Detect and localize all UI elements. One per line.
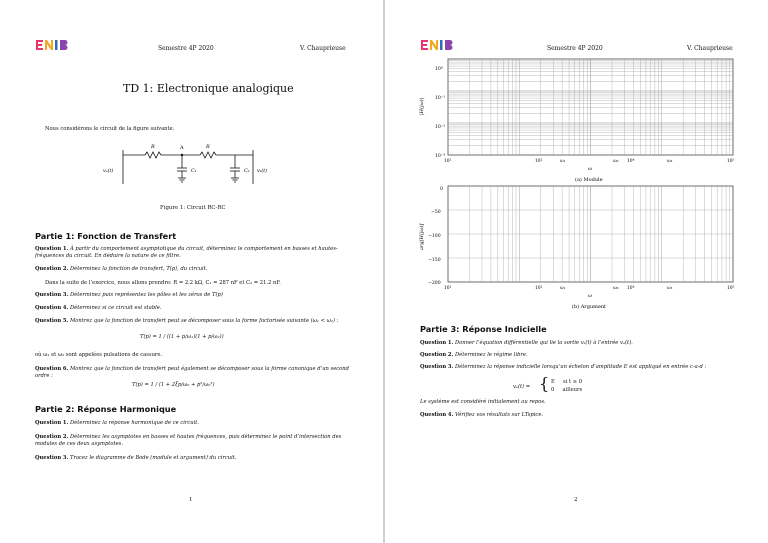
q-label: Question 4. xyxy=(35,305,69,311)
x-tick-label: 10⁴ xyxy=(627,286,635,291)
q-text: Déterminez les asymptotes en basses et hautes fréquences, puis déterminez le point d’intersection des modules de ces deux asymptotes. xyxy=(35,434,342,447)
y-tick-label: 10⁰ xyxy=(435,67,443,72)
part3-question-4 xyxy=(420,412,740,419)
x-tick-label: ω₂ xyxy=(667,159,673,164)
q-text: Vérifiez vos résultats sur LTspice. xyxy=(455,412,544,418)
part1-question-5 xyxy=(35,318,355,325)
bode-phase-plot xyxy=(415,182,745,314)
label-c1: C₁ xyxy=(191,169,197,174)
phase-caption: (b) Argument xyxy=(572,304,607,310)
y-tick-label: −50 xyxy=(431,210,441,215)
q-label: Question 1. xyxy=(35,420,69,426)
part1-question-1 xyxy=(35,246,355,260)
q-text: Déterminez le régime libre. xyxy=(455,352,528,358)
q-text: Montrez que la fonction de transfert peut se décomposer sous la forme factorisée suivante (ω₁ < ω₂) : xyxy=(70,318,339,324)
q-label: Question 4. xyxy=(420,412,454,418)
initial-rest-note: Le système est considéré initialement au repos. xyxy=(420,399,546,405)
part2-question-1 xyxy=(35,420,355,427)
x-tick-label: ω₁ xyxy=(560,159,566,164)
intro-text: Nous considérons le circuit de la figure suivante. xyxy=(45,126,175,132)
component-values: Dans la suite de l’exercice, nous allons prendre: R = 2.2 kΩ, C₁ = 287 nF et C₂ = 21.2 nF. xyxy=(45,280,281,286)
part3-question-2 xyxy=(420,352,740,359)
y-tick-label: 10⁻¹ xyxy=(435,96,446,101)
y-tick-label: −150 xyxy=(428,258,441,263)
phase-xlabel: ω xyxy=(588,293,593,299)
x-tick-label: 10⁴ xyxy=(627,159,635,164)
q-label: Question 3. xyxy=(35,292,69,298)
y-tick-label: 0 xyxy=(440,187,443,192)
x-tick-label: 10² xyxy=(535,286,543,291)
q-text: Déterminez la fonction de transfert, T(p), du circuit. xyxy=(70,266,208,272)
label-c2: C₂ xyxy=(244,169,250,174)
magnitude-xlabel: ω xyxy=(588,166,593,172)
q-text: Donner l’équation différentielle qui lie la sortie vₛ(t) à l’entrée vₑ(t). xyxy=(455,340,633,346)
x-tick-label: 10⁵ xyxy=(727,286,735,291)
enib-logo xyxy=(420,38,454,50)
phase-ylabel: arg[H(jω)] xyxy=(419,223,425,250)
part1-question-4 xyxy=(35,305,355,312)
q-text: Déterminez puis représentez les pôles et les zéros de T(p) xyxy=(70,292,223,298)
equation-canonical: T(p) = 1 / (1 + 2ξp/ω₀ + p²/ω₀²) xyxy=(132,382,215,388)
page-number: 1 xyxy=(189,497,193,503)
q-text: Déterminez la réponse harmonique de ce circuit. xyxy=(70,420,200,426)
x-tick-label: ω₀ xyxy=(613,159,619,164)
x-tick-label: ω₀ xyxy=(613,286,619,291)
q-label: Question 3. xyxy=(35,455,69,461)
header-semester: Semestre 4P 2020 xyxy=(158,45,214,52)
label-vin: vₑ(t) xyxy=(103,169,114,174)
q-text: Montrez que la fonction de transfert peut également se décomposer sous la forme canonique d’un second ordre : xyxy=(35,366,349,379)
header-author: V. Chauprieuse xyxy=(300,45,346,52)
step-equation-brace: { xyxy=(539,374,550,393)
y-tick-label: 10⁻² xyxy=(435,125,446,130)
header-semester: Semestre 4P 2020 xyxy=(547,45,603,52)
step-equation-case-1: E si t ≥ 0 xyxy=(551,379,583,385)
y-tick-label: −200 xyxy=(428,281,441,286)
cutoff-note: où ω₁ et ω₂ sont appelées pulsations de cassure. xyxy=(35,352,163,358)
part1-question-3 xyxy=(35,292,355,299)
header-author: V. Chauprieuse xyxy=(687,45,733,52)
node-a-dot xyxy=(181,154,183,156)
part2-question-2 xyxy=(35,434,355,448)
enib-logo xyxy=(35,38,69,50)
q-text: Déterminez la réponse indicielle lorsqu’un échelon d’amplitude E est appliqué en entrée c-a-d : xyxy=(455,364,707,370)
part3-title: Partie 3: Réponse Indicielle xyxy=(420,324,547,334)
step-equation-lhs: vₑ(t) = xyxy=(513,384,531,390)
rc-circuit-diagram xyxy=(95,138,275,200)
bode-magnitude-plot xyxy=(415,55,745,187)
part1-question-6 xyxy=(35,366,355,380)
y-tick-label: −100 xyxy=(428,234,441,239)
q-label: Question 2. xyxy=(35,434,69,440)
q-text: Déterminez si ce circuit est stable. xyxy=(70,305,162,311)
y-tick-label: 10⁻³ xyxy=(435,154,446,159)
x-tick-label: ω₁ xyxy=(560,286,566,291)
part2-question-3 xyxy=(35,455,355,462)
page-1 xyxy=(0,0,383,543)
x-tick-label: 10⁵ xyxy=(727,159,735,164)
q-label: Question 3. xyxy=(420,364,454,370)
label-r2: R xyxy=(206,144,210,150)
part1-title: Partie 1: Fonction de Transfert xyxy=(35,231,177,241)
equation-factored: T(p) = 1 / ((1 + p/ω₁)(1 + p/ω₂)) xyxy=(140,334,224,340)
label-node-a: A xyxy=(180,145,184,151)
label-vout: vₛ(t) xyxy=(257,169,267,174)
part3-question-1 xyxy=(420,340,740,347)
q-label: Question 2. xyxy=(420,352,454,358)
page-number: 2 xyxy=(574,497,578,503)
magnitude-ylabel: |H(jω)| xyxy=(419,97,425,115)
page-title: TD 1: Electronique analogique xyxy=(123,82,294,95)
q-label: Question 2. xyxy=(35,266,69,272)
x-tick-label: ω₂ xyxy=(667,286,673,291)
q-text: Tracez le diagramme de Bode (module et argument) du circuit. xyxy=(70,455,237,461)
step-equation-case-2: 0 ailleurs xyxy=(551,387,583,393)
figure-caption: Figure 1: Circuit RC-RC xyxy=(160,205,226,211)
part2-title: Partie 2: Réponse Harmonique xyxy=(35,404,177,414)
q-label: Question 5. xyxy=(35,318,69,324)
label-r1: R xyxy=(151,144,155,150)
page-2 xyxy=(385,0,768,543)
q-text: À partir du comportement asymptotique du circuit, déterminez le comportement en basses et hautes-fréquences du circuit. En déduire la nature de ce filtre. xyxy=(35,246,338,259)
magnitude-caption: (a) Module xyxy=(575,177,603,183)
q-label: Question 1. xyxy=(420,340,454,346)
x-tick-label: 10¹ xyxy=(444,286,452,291)
x-tick-label: 10² xyxy=(535,159,543,164)
x-tick-label: 10¹ xyxy=(444,159,452,164)
part1-question-2 xyxy=(35,266,355,273)
q-label: Question 1. xyxy=(35,246,69,252)
part3-question-3 xyxy=(420,364,740,371)
q-label: Question 6. xyxy=(35,366,69,372)
